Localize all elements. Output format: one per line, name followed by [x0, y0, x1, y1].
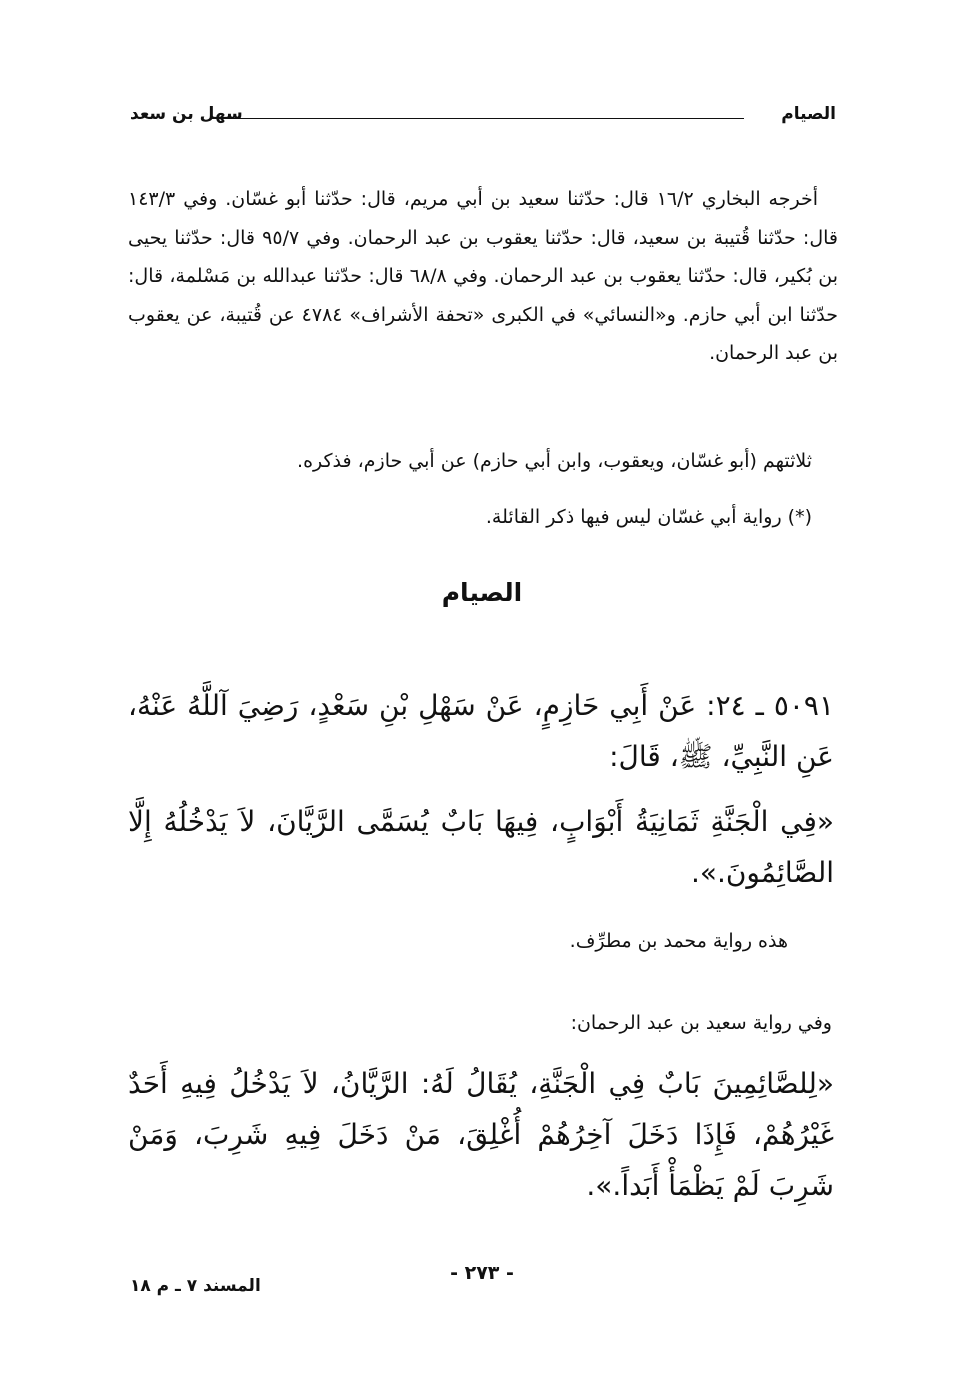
signature-mark: المسند ٧ ـ م ١٨ [130, 1276, 261, 1296]
header-narrator: سهل بن سعد [130, 104, 243, 124]
hadith-isnad: ٥٠٩١ ـ ٢٤: عَنْ أَبِي حَازِمٍ، عَنْ سَهْلِ بْنِ سَعْدٍ، رَضِيَ آللَّهُ عَنْهُ، عَنِ النَّبِيِّ، ﷺ، قَالَ: [128, 689, 834, 773]
riwaya-note-2: وفي رواية سعيد بن عبد الرحمان: [570, 1012, 832, 1034]
header-rule [228, 118, 744, 119]
riwaya-note-1: هذه رواية محمد بن مطرِّف. [569, 930, 788, 952]
takhrij-paragraph: أخرجه البخاري ١٦/٢ قال: حدّثنا سعيد بن أبي مريم، قال: حدّثنا أبو غسّان. وفي ١٤٣/٣ قال: حدّثنا قُتيبة بن سعيد، قال: حدّثنا يعقوب بن عبد الرحمان. وفي ٩٥/٧ قال: حدّثنا يحيى بن بُكير، قال: حدّثنا يعقوب بن عبد الرحمان. وفي ٦٨/٨ قال: حدّثنا عبدالله بن مَسْلمة، قال: حدّثنا ابن أبي حازم. و«النسائي» في الكبرى «تحفة الأشراف» ٤٧٨٤ عن قُتيبة، عن يعقوب بن عبد الرحمان. [128, 188, 838, 364]
takhrij-footnote: (*) رواية أبي غسّان ليس فيها ذكر القائلة. [485, 506, 812, 528]
hadith-matn: «فِي الْجَنَّةِ ثَمَانِيَةُ أَبْوَابٍ، فِيهَا بَابٌ يُسَمَّى الرَّيَّانَ، لاَ يَدْخُلُهُ إِلَّا الصَّائِمُونَ.». [128, 805, 834, 889]
header-section-title: الصيام [781, 104, 836, 124]
running-header [130, 104, 836, 134]
hadith-matn-2: «لِلصَّائِمِينَ بَابٌ فِي الْجَنَّةِ، يُقَالُ لَهُ: الرَّيَّانُ، لاَ يَدْخُلُ فِيهِ أَحَدٌ غَيْرُهُمْ، فَإِذَا دَخَلَ آخِرُهُمْ أُغْلِقَ، مَنْ دَخَلَ فِيهِ شَرِبَ، وَمَنْ شَرِبَ لَمْ يَظْمَأْ أَبَداً.». [128, 1067, 834, 1202]
takhrij-summary: ثلاثتهم (أبو غسّان، ويعقوب، وابن أبي حازم) عن أبي حازم، فذكره. [297, 450, 812, 472]
page-number: - ٢٧٣ - [450, 1262, 514, 1284]
takhrij-notes [128, 180, 838, 373]
chapter-heading: الصيام [441, 578, 523, 607]
